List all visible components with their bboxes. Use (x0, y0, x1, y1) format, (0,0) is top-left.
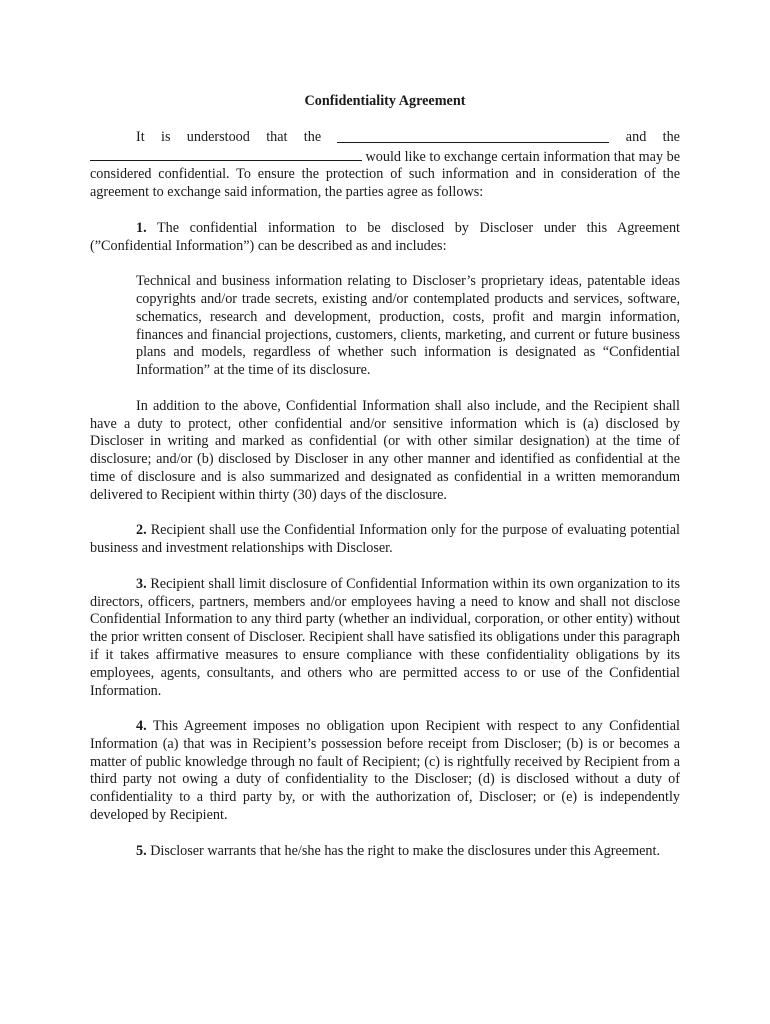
intro-word: is (161, 128, 171, 145)
party-two-blank[interactable] (90, 147, 362, 161)
intro-word: It (136, 128, 145, 145)
section-1-addition: In addition to the above, Confidential Information shall also include, and the Recipient shall have a duty to protect, other confidential and/or sensitive information which is (a) disclosed by Discloser in writing and marked as confidential (or with other similar designation) at the time of disclosure; and/or (b) disclosed by Discloser in any other manner and identified as confidential at the time of disclosure and is also summarized and designated as confidential in a written memorandum delivered to Recipient within thirty (30) days of the disclosure. (90, 397, 680, 503)
document-page (90, 93, 680, 878)
section-text: Recipient shall limit disclosure of Confidential Information within its own organization to its directors, officers, partners, members and/or employees having a need to know and shall not disclose Confidential Information to any third party (whether an individual, corporation, or other entity) without the prior written consent of Discloser. Recipient shall have satisfied its obligations under this paragraph if it takes affirmative measures to ensure compliance with these confidentiality obligations by its employees, agents, consultants, and others who are permitted access to or use of the Confidential Information. (90, 575, 680, 699)
section-text: Discloser warrants that he/she has the right to make the disclosures under this Agreement. (146, 842, 661, 859)
intro-continuation: would like to exchange certain information that may be considered confidential. To ensure the protection of such information and in consideration of the agreement to exchange said information, the parties agree as follows: (90, 148, 680, 201)
section-text: Recipient shall use the Confidential Information only for the purpose of evaluating potential business and investment relationships with Discloser. (90, 522, 680, 557)
section-number: 5. (136, 842, 147, 859)
intro-first-line (90, 129, 680, 147)
intro-word: that (266, 128, 288, 145)
section-5 (90, 843, 680, 861)
intro-paragraph (90, 129, 680, 202)
section-text: This Agreement imposes no obligation upon Recipient with respect to any Confidential Information (a) that was in Recipient’s possession before receipt from Discloser; (b) is or becomes a matter of public knowledge through no fault of Recipient; (c) is rightfully received by Recipient from a third party not owing a duty of confidentiality to the Discloser; (d) is disclosed without a duty of confidentiality to a third party by, or with the authorization of, Discloser; or (e) is independently developed by Recipient. (90, 718, 680, 824)
section-1-description: Technical and business information relating to Discloser’s proprietary ideas, patentable ideas copyrights and/or trade secrets, existing and/or contemplated products and services, software, schematics, research and development, production, costs, profit and margin information, finances and financial projections, customers, clients, marketing, and current or future business plans and models, regardless of whether such information is designated as “Confidential Information” at the time of its disclosure. (136, 273, 680, 379)
section-number: 3. (136, 575, 147, 592)
intro-word: the (662, 128, 680, 145)
section-number: 1. (136, 219, 147, 236)
section-1 (90, 220, 680, 256)
intro-word: understood (186, 128, 250, 145)
intro-word: the (303, 128, 322, 145)
document-title: Confidentiality Agreement (304, 93, 466, 109)
section-text: The confidential information to be disclosed by Discloser under this Agreement (”Confidential Information”) can be described as and includes: (90, 219, 680, 254)
section-number: 2. (136, 522, 147, 539)
section-2 (90, 522, 680, 558)
party-one-blank[interactable] (337, 129, 609, 143)
section-4 (90, 718, 680, 825)
section-number: 4. (136, 718, 147, 735)
intro-word: and (625, 128, 647, 145)
section-3 (90, 576, 680, 701)
